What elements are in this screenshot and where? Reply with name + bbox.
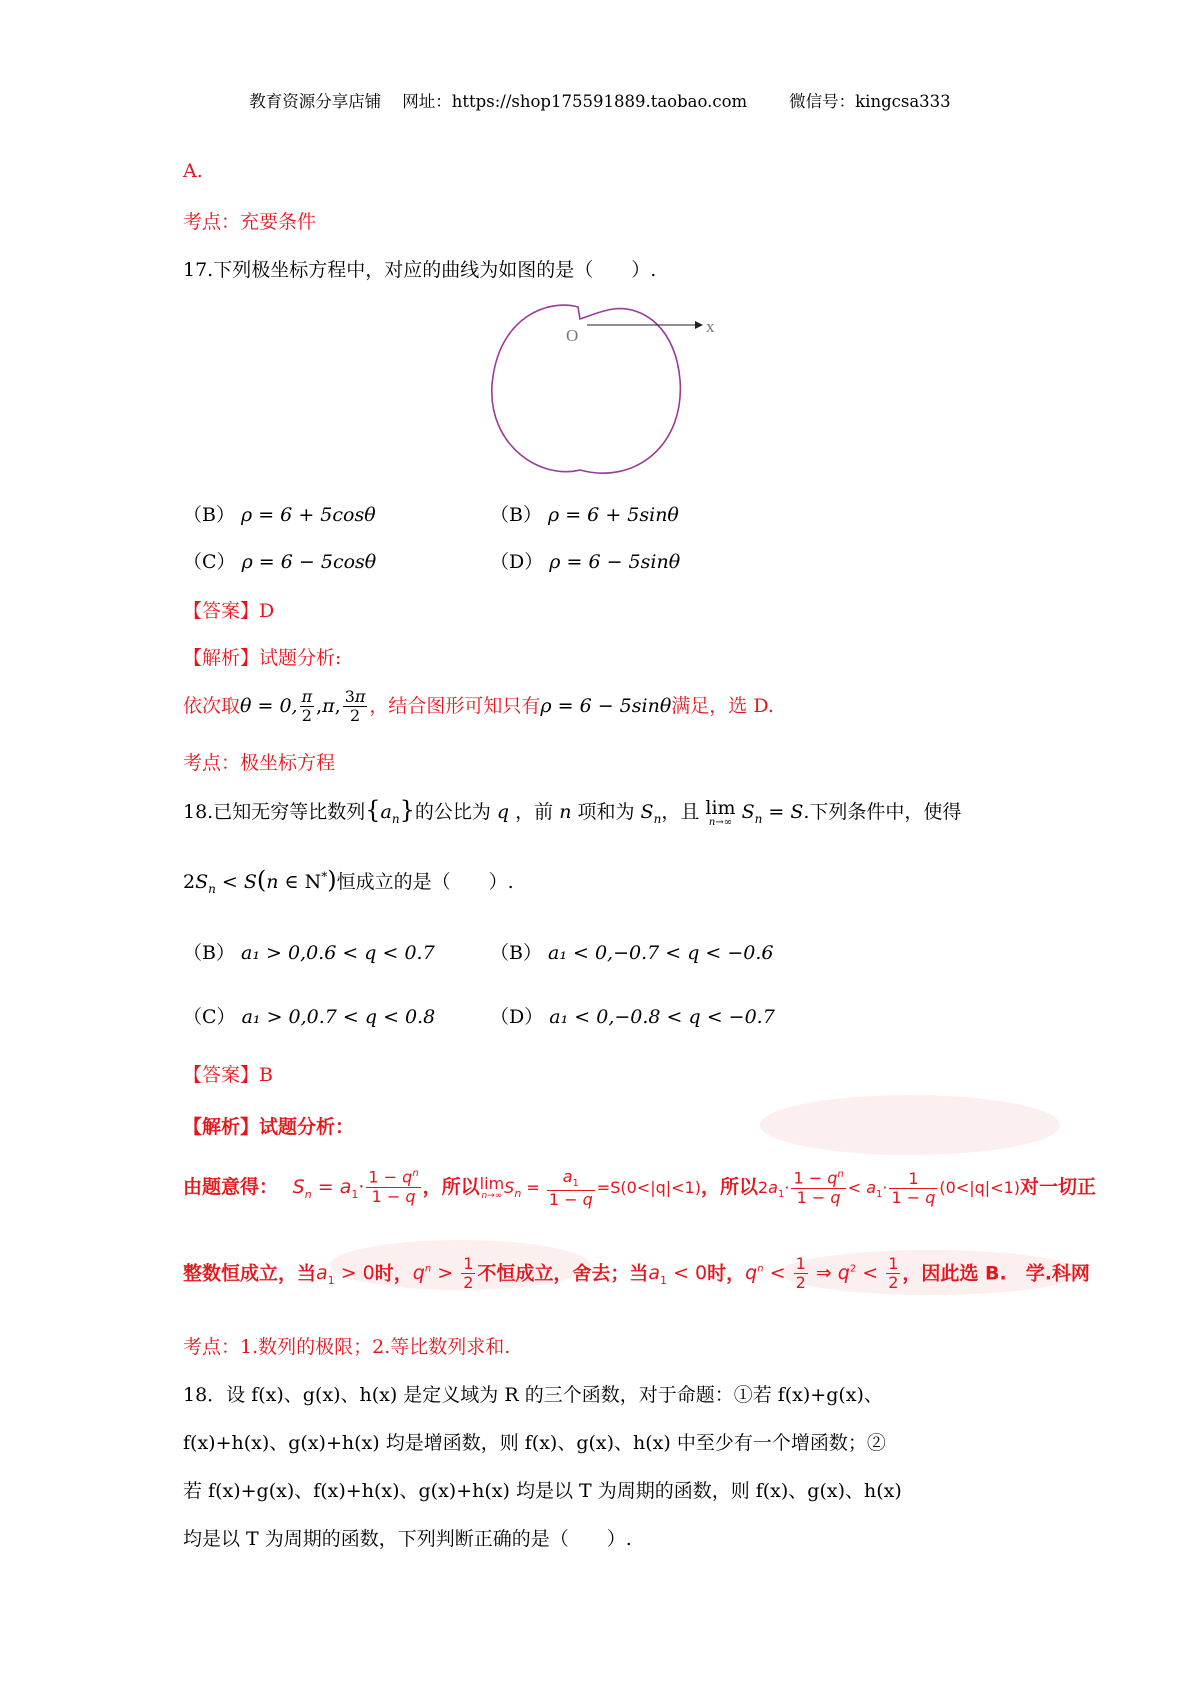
q18b-line1: 18．设 f(x)、g(x)、h(x) 是定义域为 R 的三个函数，对于命题：①若 f(x)+g(x)、: [183, 1384, 883, 1406]
q17-option-1[interactable]: [183, 500, 376, 527]
q17-option-3[interactable]: [183, 547, 376, 574]
option-label: （D）: [490, 1006, 544, 1028]
option-label: （C）: [183, 1006, 236, 1028]
q17-stem: 17.下列极坐标方程中，对应的曲线为如图的是（ ）.: [183, 259, 657, 281]
q16-answer-tail: A.: [183, 160, 203, 182]
analysis-part: ，因此选 B. 学.科网: [902, 1262, 1090, 1285]
q18b-line2: f(x)+h(x)、g(x)+h(x) 均是增函数，则 f(x)、g(x)、h(x) 中至少有一个增函数；②: [183, 1432, 886, 1454]
stem-part: 的公比为: [414, 801, 491, 823]
analysis-part: 对一切正: [1020, 1176, 1097, 1199]
frac-pi-2: $\frac{\pi}{2}$: [301, 687, 313, 726]
option-label: （D）: [490, 551, 544, 573]
origin-label: O: [566, 326, 579, 345]
option-formula: a₁ < 0,−0.8 < q < −0.7: [549, 1006, 775, 1028]
analysis-mid: ，结合图形可知只有: [369, 694, 541, 717]
option-formula: ρ = 6 − 5sinθ: [549, 551, 681, 573]
option-label: （B）: [490, 942, 542, 964]
stem-part: 18.已知无穷等比数列: [183, 801, 366, 823]
option-label: （B）: [490, 504, 542, 526]
analysis-part: 时，: [707, 1262, 746, 1285]
q18b-line4: 均是以 T 为周期的函数，下列判断正确的是（ ）.: [183, 1528, 632, 1550]
stem-part: .下列条件中，使得: [803, 801, 962, 823]
option-formula: a₁ > 0,0.6 < q < 0.7: [241, 942, 435, 964]
option-label: （C）: [183, 551, 236, 573]
q18-option-4[interactable]: [490, 1002, 775, 1029]
shop-name: 教育资源分享店铺: [249, 92, 382, 111]
q18-analysis-line1: 由题意得： $S_n = a_1\cdot$ $\frac{1 - q^n}{1 - q}$ ，所以 lim n→∞ $S_n$ = $\frac{a_1}{1 - q}$ =S(0<|q|<1)，所以$2a_1\cdot$ $\frac{1 - q^n}{1 - q}$ < $a_1\cdot$ $\frac{1}{1 - q}$ (0<|q|<1)对一切正: [183, 1167, 1097, 1209]
q18-stem-line1: 18.已知无穷等比数列$\{a_n\}$的公比为 q ，前 n 项和为 $S_n$，且 lim n→∞ $S_n = S$.下列条件中，使得: [183, 796, 962, 828]
analysis-part: 由题意得：: [183, 1176, 279, 1199]
q18-option-3[interactable]: [183, 1002, 435, 1029]
option-formula: ρ = 6 + 5sinθ: [548, 504, 679, 526]
frac-3pi-2: $\frac{3\pi}{2}$: [344, 687, 366, 726]
q18-stem-line2: $2S_n < S(n$ ∈ N*)恒成立的是（ ）.: [183, 866, 514, 896]
analysis-part: 时，: [374, 1262, 413, 1285]
option-formula: a₁ < 0,−0.7 < q < −0.6: [548, 942, 774, 964]
wechat-id: 微信号：kingcsa333: [789, 92, 951, 111]
q17-option-4[interactable]: [490, 547, 680, 574]
q17-analysis: 依次取θ = 0, $\frac{\pi}{2}$ ,π, $\frac{3\pi}{2}$ ，结合图形可知只有ρ = 6 − 5sinθ满足，选 D.: [183, 687, 774, 726]
x-axis-arrow: [695, 321, 703, 329]
q17-polar-figure: [480, 295, 720, 490]
option-formula: a₁ > 0,0.7 < q < 0.8: [241, 1006, 436, 1028]
shop-url[interactable]: https://shop175591889.taobao.com: [451, 92, 748, 111]
q17-point: 考点：极坐标方程: [183, 752, 336, 774]
analysis-part: ，所以: [422, 1176, 480, 1199]
stem-part: 项和为: [577, 801, 635, 823]
q18-answer: 【答案】B: [183, 1064, 273, 1086]
q18b-line3: 若 f(x)+g(x)、f(x)+h(x)、g(x)+h(x) 均是以 T 为周期的函数，则 f(x)、g(x)、h(x): [183, 1480, 902, 1502]
q18-analysis-title: 【解析】试题分析：: [183, 1116, 355, 1138]
q18-analysis-line2: 整数恒成立，当$a_1 > 0$时，$q^n$ > $\frac{1}{2}$ 不恒成立，舍去；当$a_1 < 0$时，$q^n$ < $\frac{1}{2}$ ⇒ $q^2$ < $\frac{1}{2}$ ，因此选 B. 学.科网: [183, 1254, 1090, 1293]
analysis-part: ，所以: [700, 1176, 758, 1199]
page-header: [0, 88, 1200, 112]
analysis-pre: 依次取: [183, 694, 241, 717]
q17-answer: 【答案】D: [183, 600, 275, 622]
q16-point: 考点：充要条件: [183, 211, 317, 233]
option-label: （B）: [183, 942, 235, 964]
analysis-part: 整数恒成立，当: [183, 1262, 317, 1285]
q17-analysis-title: 【解析】试题分析:: [183, 647, 342, 669]
option-label: （B）: [183, 504, 235, 526]
theta-values: θ = 0,: [240, 694, 298, 717]
cardioid-curve: [492, 305, 681, 473]
url-label: 网址：: [402, 92, 452, 111]
stem-part: ，且: [661, 801, 700, 823]
x-label: x: [706, 317, 715, 336]
analysis-formula: ρ = 6 − 5sinθ: [540, 694, 672, 717]
q18-option-1[interactable]: [183, 938, 435, 965]
q18-point: 考点：1.数列的极限；2.等比数列求和.: [183, 1336, 511, 1358]
stem-tail: 恒成立的是（ ）.: [336, 871, 514, 893]
analysis-post: 满足，选 D.: [671, 694, 774, 717]
q18-option-2[interactable]: [490, 938, 774, 965]
option-formula: ρ = 6 + 5cosθ: [241, 504, 376, 526]
q17-option-2[interactable]: [490, 500, 679, 527]
watermark-stain: [760, 1095, 1060, 1155]
stem-part: ，前: [515, 801, 554, 823]
option-formula: ρ = 6 − 5cosθ: [241, 551, 377, 573]
analysis-part: 不恒成立，舍去；当: [477, 1262, 649, 1285]
